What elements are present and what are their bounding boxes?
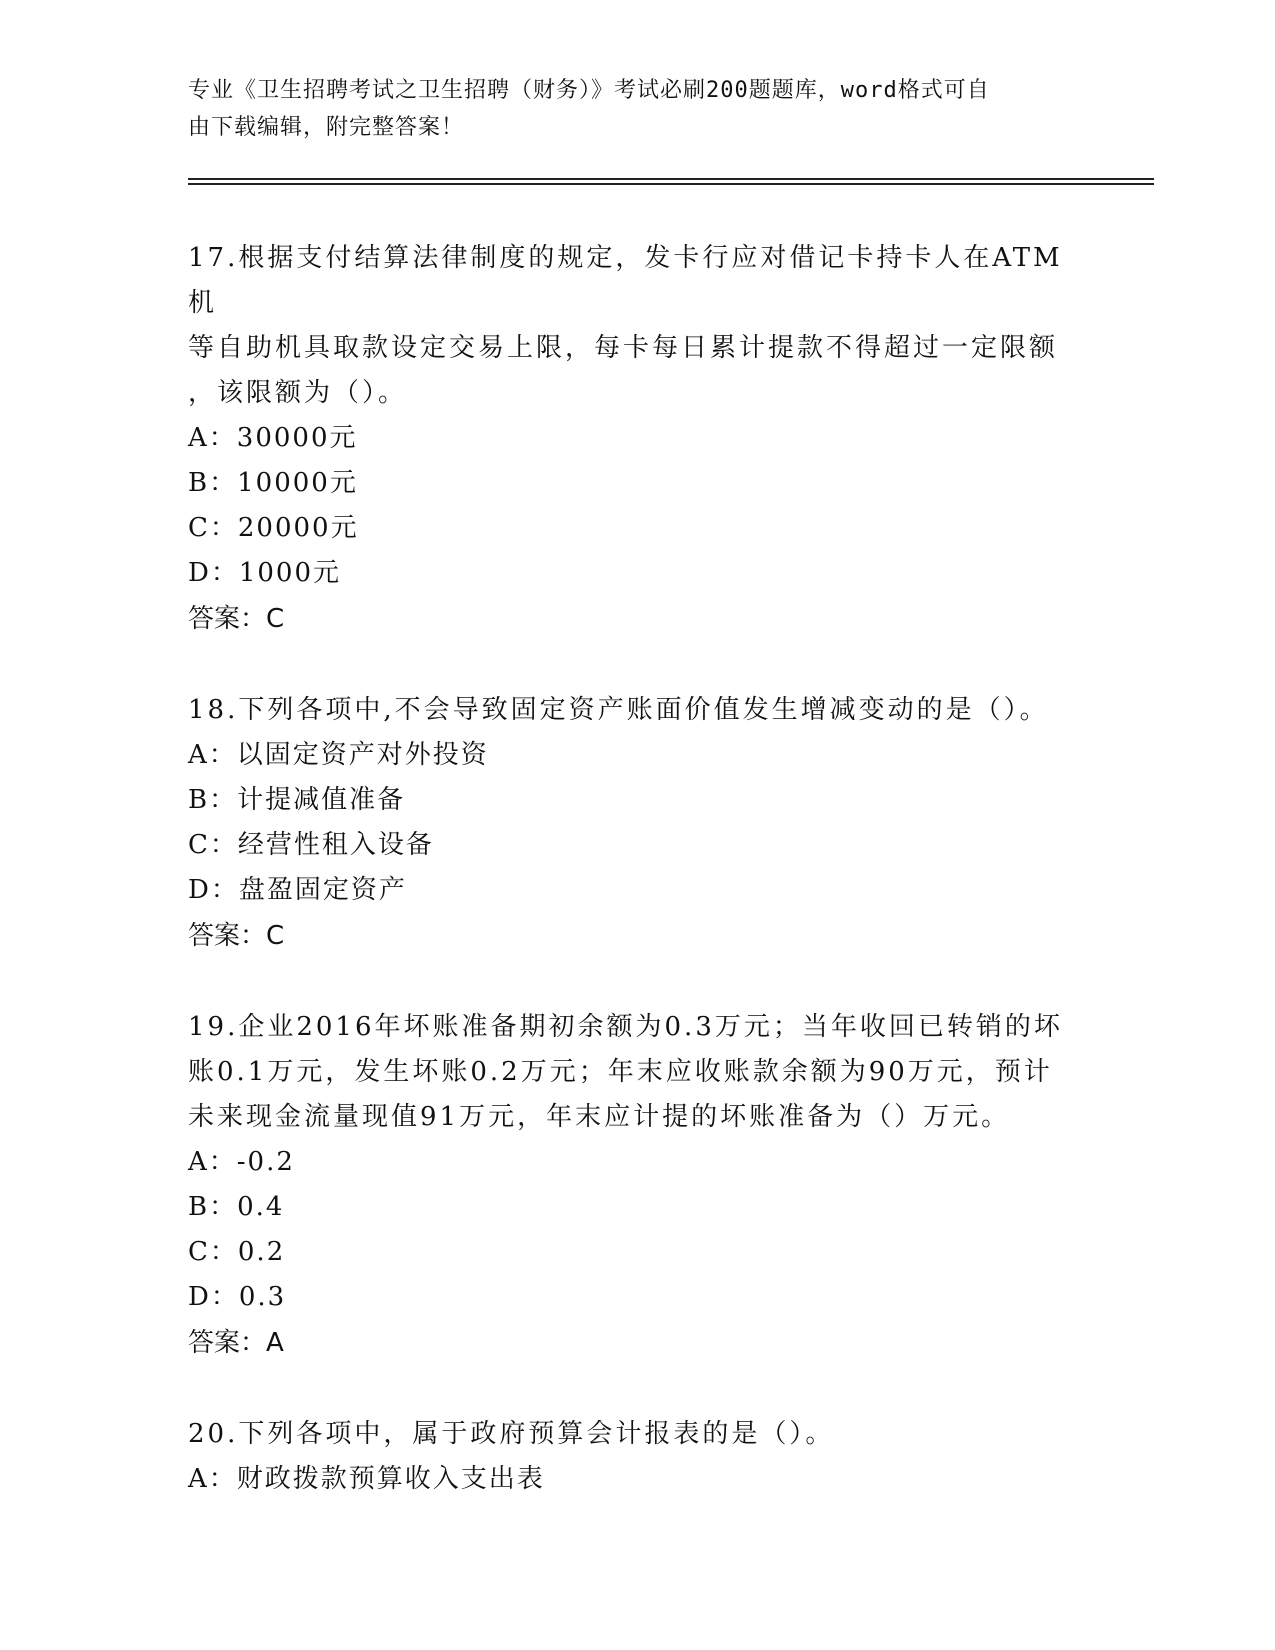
answer: 答案：C	[188, 604, 285, 634]
option-c: C：0.2	[188, 1237, 286, 1267]
header-divider-bottom	[188, 183, 1154, 185]
question-17	[188, 236, 1088, 642]
header-line-2: 由下载编辑，附完整答案！	[188, 115, 465, 140]
stem-line: 等自助机具取款设定交易上限，每卡每日累计提款不得超过一定限额	[188, 333, 1059, 363]
document-header	[188, 72, 1068, 146]
answer: 答案：C	[188, 921, 285, 951]
option-b: B：10000元	[188, 468, 358, 498]
option-d: D：0.3	[188, 1282, 287, 1312]
question-stem	[188, 236, 1088, 416]
option-a: A：以固定资产对外投资	[188, 740, 489, 770]
header-line-1: 专业《卫生招聘考试之卫生招聘（财务）》考试必刷200题题库，word格式可自	[188, 78, 990, 103]
option-b: B：0.4	[188, 1192, 285, 1222]
question-18	[188, 688, 1088, 959]
header-divider-top	[188, 178, 1154, 180]
option-c: C：经营性租入设备	[188, 830, 434, 860]
option-c: C：20000元	[188, 513, 359, 543]
question-stem	[188, 1412, 1088, 1457]
stem-line: 18.下列各项中,不会导致固定资产账面价值发生增减变动的是（）。	[188, 695, 1049, 725]
question-19	[188, 1005, 1088, 1366]
stem-line: 账0.1万元，发生坏账0.2万元；年末应收账款余额为90万元，预计	[188, 1057, 1053, 1087]
option-d: D：1000元	[188, 558, 342, 588]
option-a: A：30000元	[188, 423, 358, 453]
option-b: B：计提减值准备	[188, 785, 406, 815]
option-a: A：财政拨款预算收入支出表	[188, 1464, 545, 1494]
question-list	[188, 236, 1088, 1548]
option-d: D：盘盈固定资产	[188, 875, 407, 905]
answer: 答案：A	[188, 1328, 284, 1358]
question-stem	[188, 688, 1088, 733]
stem-line: 19.企业2016年坏账准备期初余额为0.3万元；当年收回已转销的坏	[188, 1012, 1063, 1042]
stem-line: 未来现金流量现值91万元，年末应计提的坏账准备为（）万元。	[188, 1102, 1011, 1132]
option-a: A：-0.2	[188, 1147, 295, 1177]
stem-line: 20.下列各项中，属于政府预算会计报表的是（）。	[188, 1419, 835, 1449]
question-stem	[188, 1005, 1088, 1140]
stem-line: ，该限额为（）。	[188, 378, 408, 408]
stem-line: 17.根据支付结算法律制度的规定，发卡行应对借记卡持卡人在ATM机	[188, 243, 1063, 318]
question-20	[188, 1412, 1088, 1502]
